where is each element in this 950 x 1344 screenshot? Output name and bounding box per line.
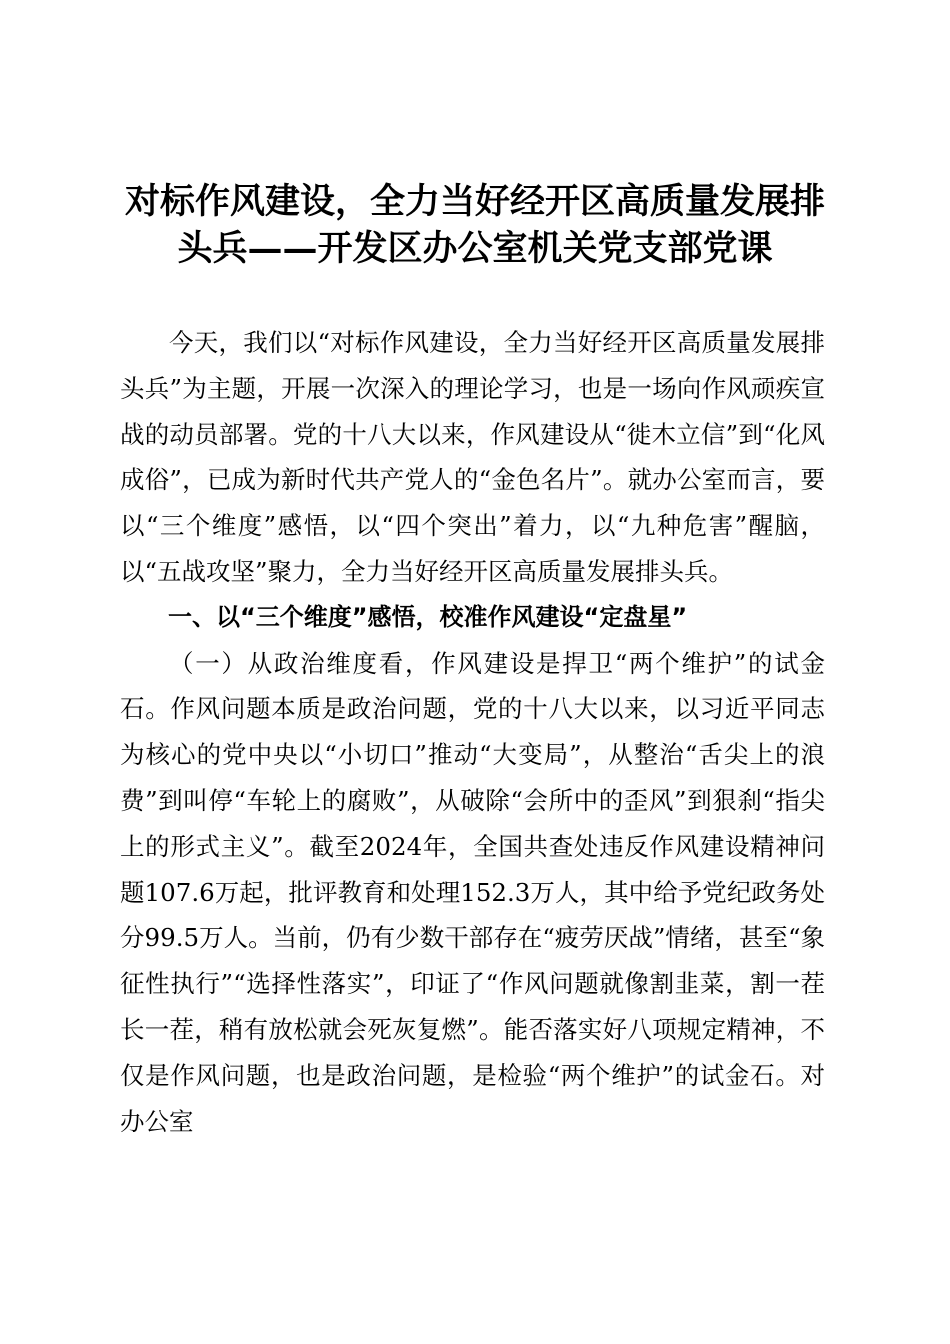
intro-paragraph: 今天，我们以“对标作风建设，全力当好经开区高质量发展排头兵”为主题，开展一次深入的理论学习，也是一场向作风顽疾宣战的动员部署。党的十八大以来，作风建设从“徙木立信”到“化风成俗”，已成为新时代共产党人的“金色名片”。就办公室而言，要以“三个维度”感悟，以“四个突出”着力，以“九种危害”醒脑，以“五战攻坚”聚力，全力当好经开区高质量发展排头兵。 bbox=[120, 328, 825, 586]
document-title bbox=[100, 178, 850, 272]
title-line-1: 对标作风建设，全力当好经开区高质量发展排 bbox=[124, 181, 825, 222]
section-1-heading: 一、以“三个维度”感悟，校准作风建设“定盘星” bbox=[168, 602, 688, 631]
section-1-point-1-paragraph: （一）从政治维度看，作风建设是捍卫“两个维护”的试金石。作风问题本质是政治问题，党的十八大以来，以习近平同志为核心的党中央以“小切口”推动“大变局”，从整治“舌尖上的浪费”到叫停“车轮上的腐败”，从破除“会所中的歪风”到狠刹“指尖上的形式主义”。截至2024年，全国共查处违反作风建设精神问题107.6万起，批评教育和处理152.3万人，其中给予党纪政务处分99.5万人。当前，仍有少数干部存在“疲劳厌战”情绪，甚至“象征性执行”“选择性落实”，印证了“作风问题就像割韭菜，割一茬长一茬，稍有放松就会死灰复燃”。能否落实好八项规定精神，不仅是作风问题，也是政治问题，是检验“两个维护”的试金石。对办公室 bbox=[120, 648, 825, 1136]
document-body bbox=[120, 320, 825, 1144]
title-line-2: 头兵——开发区办公室机关党支部党课 bbox=[177, 228, 773, 269]
